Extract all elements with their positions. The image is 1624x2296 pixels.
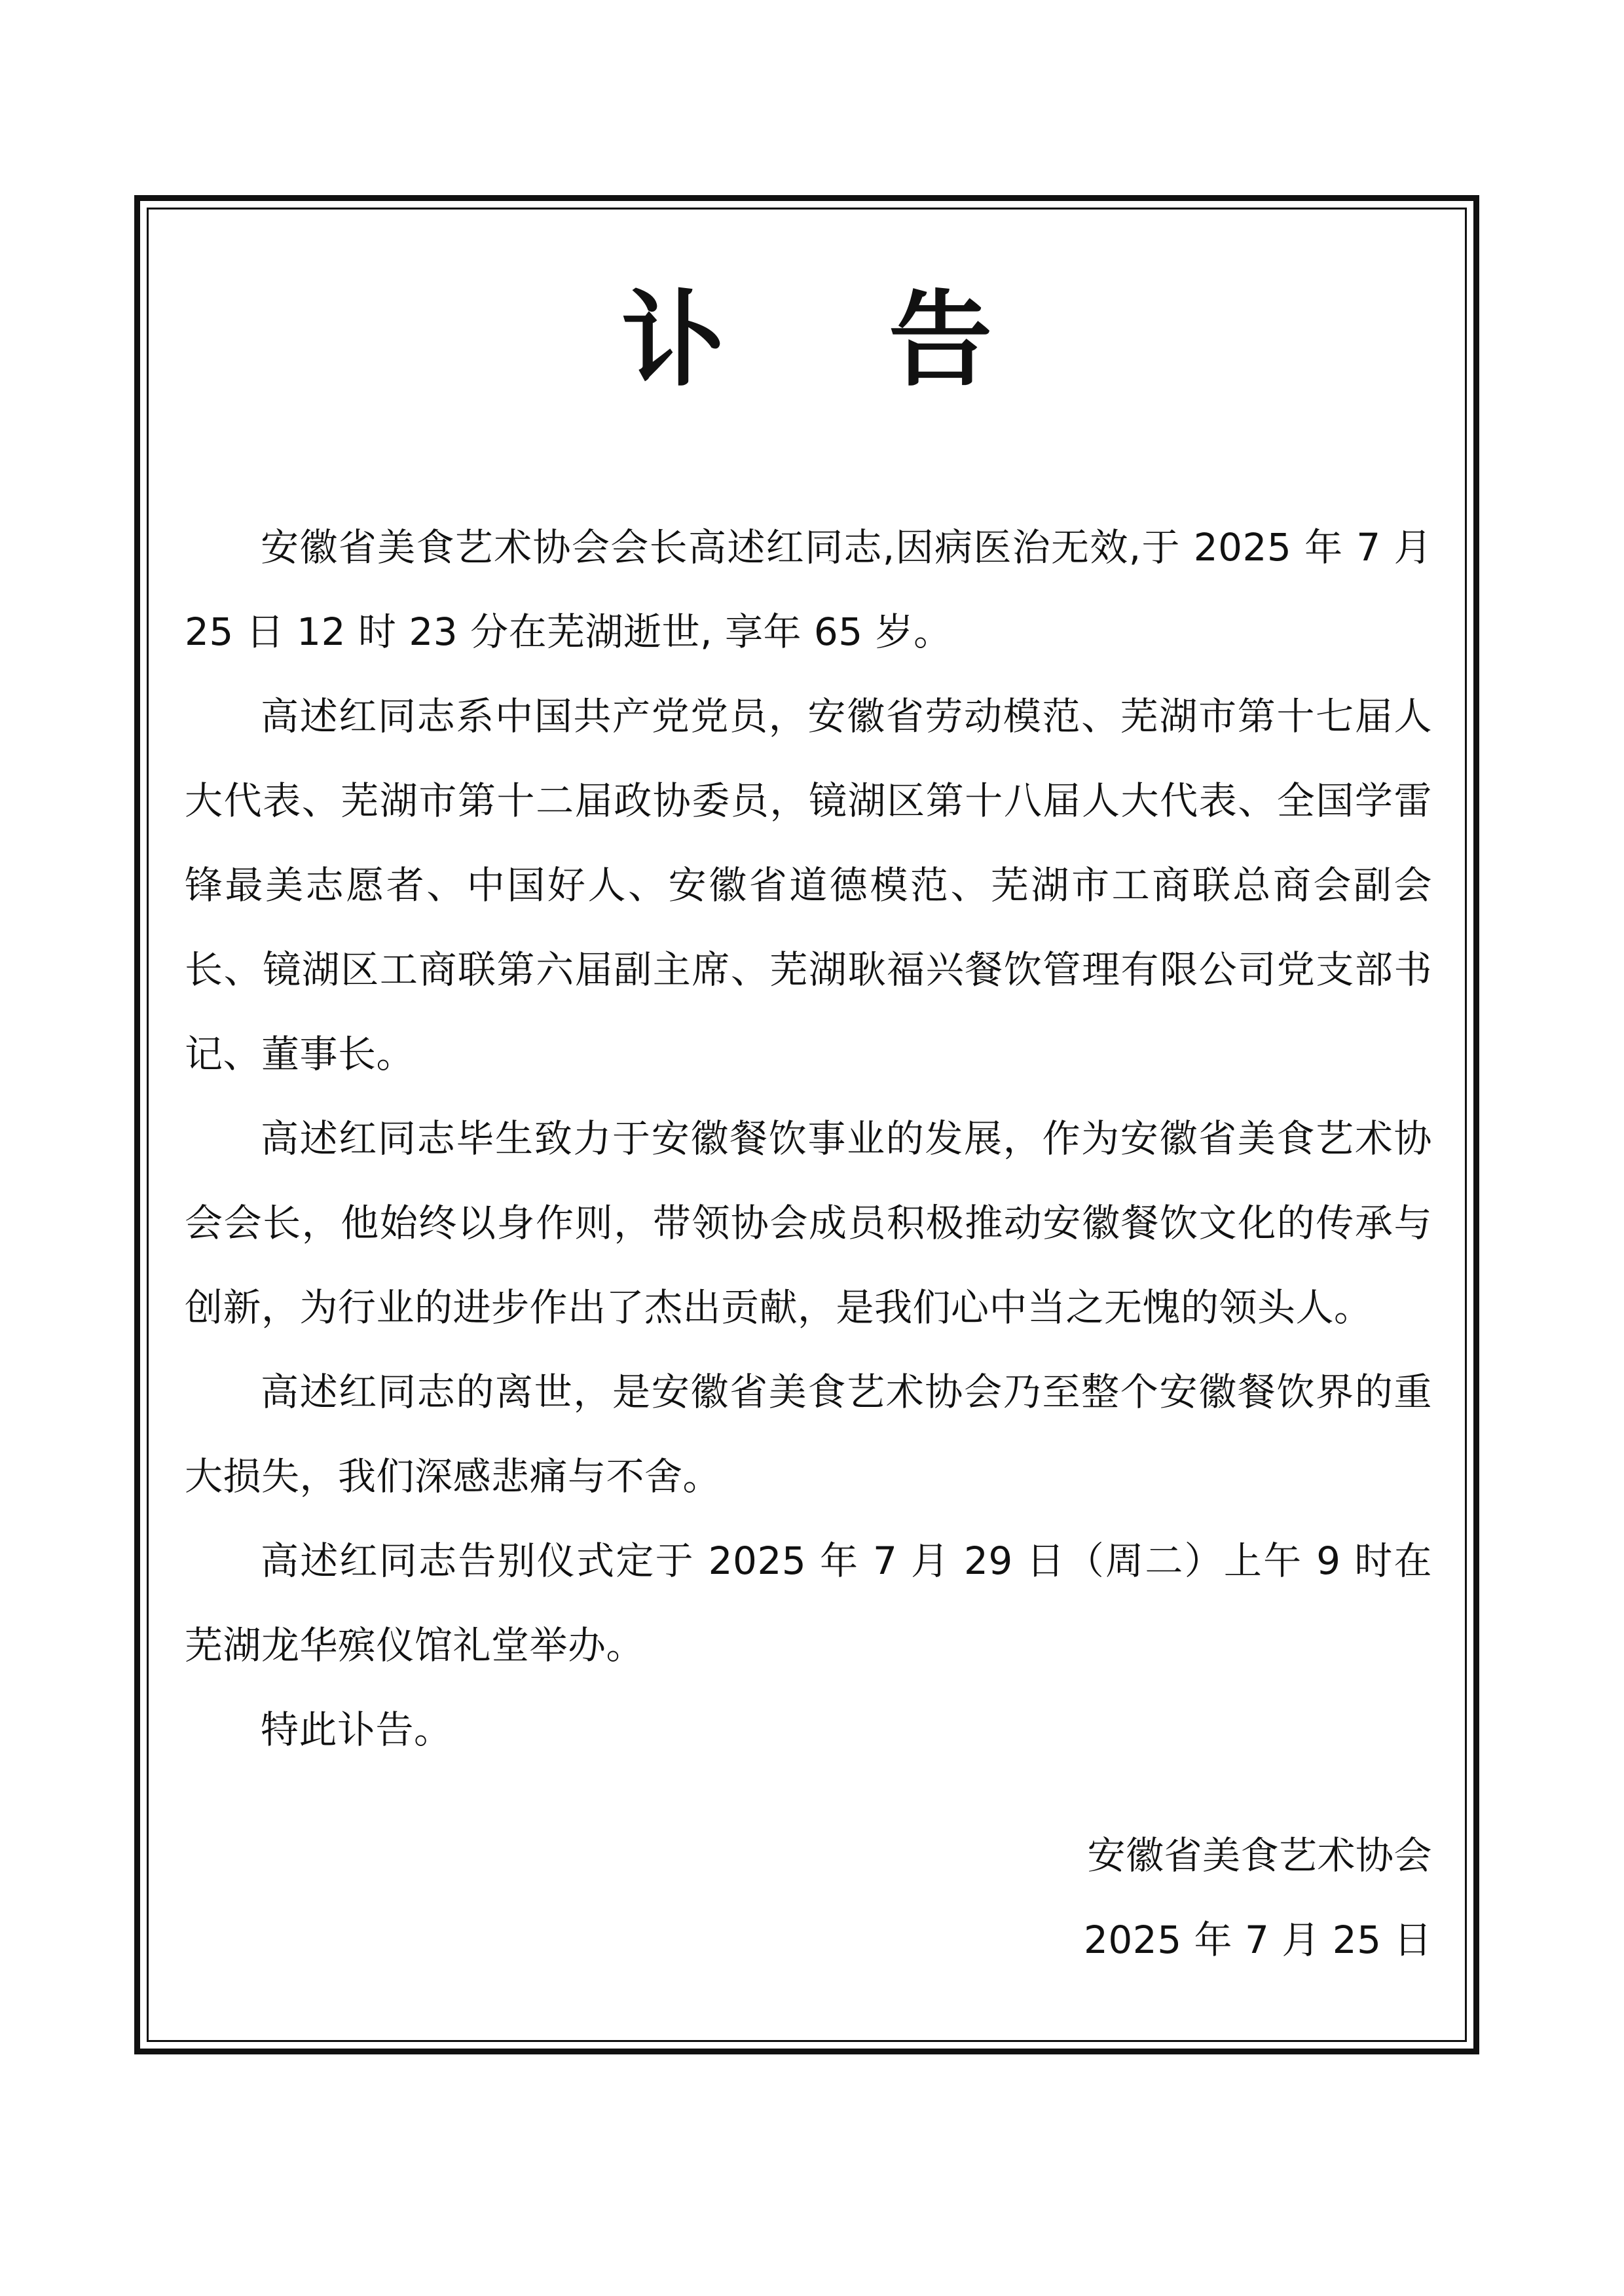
paragraph-closing: 特此讣告。	[261, 1707, 452, 1752]
paragraph-death-notice: 安徽省美食艺术协会会长高述红同志,因病医治无效,于 2025 年 7 月 25 日 12 时 23 分在芜湖逝世, 享年 65 岁。	[185, 525, 1432, 654]
paragraph-titles: 高述红同志系中国共产党党员，安徽省劳动模范、芜湖市第十七届人大代表、芜湖市第十二届政协委员，镜湖区第十八届人大代表、全国学雷锋最美志愿者、中国好人、安徽省道德模范、芜湖市工商联总商会副会长、镜湖区工商联第六届副主席、芜湖耿福兴餐饮管理有限公司党支部书记、董事长。	[185, 694, 1432, 1076]
paragraph-contributions: 高述红同志毕生致力于安徽餐饮事业的发展，作为安徽省美食艺术协会会长，他始终以身作则，带领协会成员积极推动安徽餐饮文化的传承与创新，为行业的进步作出了杰出贡献，是我们心中当之无愧的领头人。	[185, 1116, 1432, 1330]
paragraph-loss: 高述红同志的离世，是安徽省美食艺术协会乃至整个安徽餐饮界的重大损失，我们深感悲痛与不舍。	[185, 1370, 1432, 1499]
signature-date: 2025 年 7 月 25 日	[1084, 1918, 1432, 1962]
signature-organization: 安徽省美食艺术协会	[1087, 1833, 1432, 1878]
title-char-1: 讣	[621, 280, 725, 401]
title-char-2: 告	[889, 280, 992, 401]
page-title	[147, 272, 1467, 409]
signature-block	[1084, 1813, 1432, 1982]
paragraph-ceremony: 高述红同志告别仪式定于 2025 年 7 月 29 日（周二）上午 9 时在芜湖龙华殡仪馆礼堂举办。	[185, 1539, 1432, 1667]
obituary-body	[185, 505, 1432, 1772]
